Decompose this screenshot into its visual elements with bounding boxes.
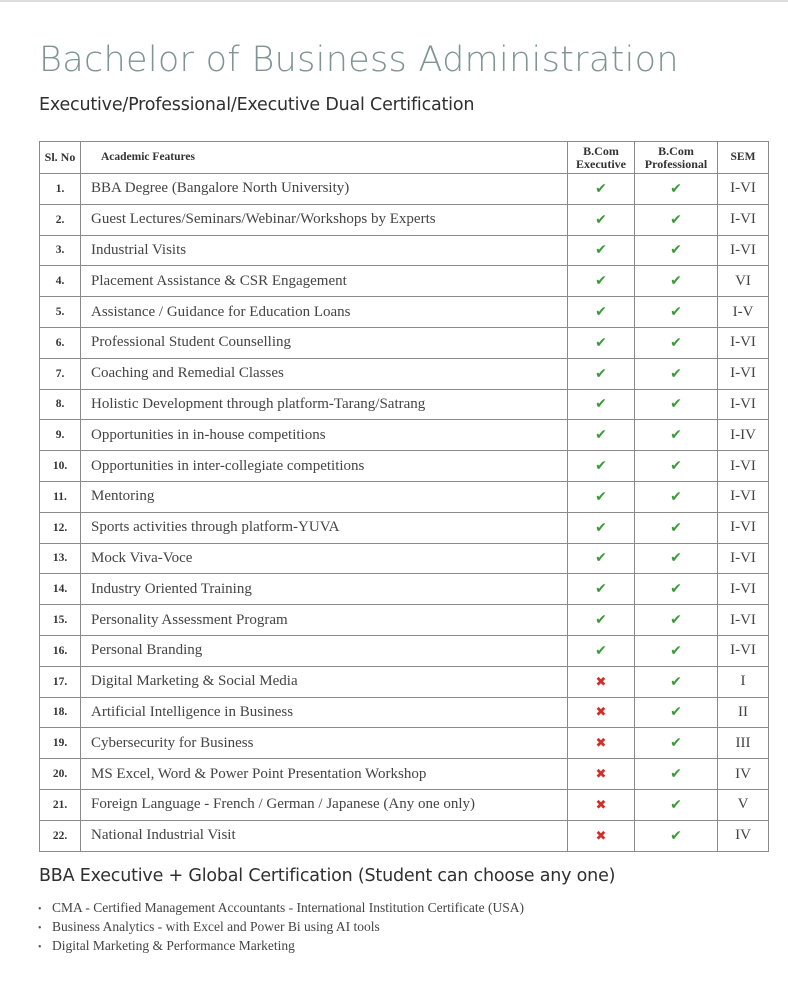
- executive-availability: [568, 759, 635, 790]
- feature-name: Opportunities in inter-collegiate competitions: [81, 451, 568, 482]
- professional-availability: [635, 204, 718, 235]
- feature-name: Coaching and Remedial Classes: [81, 358, 568, 389]
- executive-availability: [568, 204, 635, 235]
- table-header-row: [40, 142, 769, 174]
- semester: I-VI: [718, 235, 769, 266]
- feature-name: Sports activities through platform-YUVA: [81, 512, 568, 543]
- executive-availability: [568, 789, 635, 820]
- table-row: [40, 327, 769, 358]
- semester: I: [718, 666, 769, 697]
- cross-icon: ✖: [595, 828, 607, 844]
- header-executive-line1: B.Com: [583, 143, 619, 158]
- executive-availability: [568, 235, 635, 266]
- checkmark-icon: ✔: [670, 211, 682, 228]
- feature-name: Industrial Visits: [81, 235, 568, 266]
- checkmark-icon: ✔: [595, 211, 607, 228]
- professional-availability: [635, 697, 718, 728]
- checkmark-icon: ✔: [670, 642, 682, 659]
- row-number: 7.: [40, 358, 81, 389]
- semester: I-VI: [718, 389, 769, 420]
- professional-availability: [635, 728, 718, 759]
- professional-availability: [635, 512, 718, 543]
- row-number: 13.: [40, 543, 81, 574]
- table-row: [40, 420, 769, 451]
- checkmark-icon: ✔: [670, 704, 682, 721]
- table-row: [40, 574, 769, 605]
- checkmark-icon: ✔: [670, 766, 682, 783]
- bullet-icon: •: [38, 923, 42, 934]
- table-row: [40, 358, 769, 389]
- professional-availability: [635, 635, 718, 666]
- feature-name: Personal Branding: [81, 635, 568, 666]
- header-professional-line1: B.Com: [658, 143, 694, 158]
- executive-availability: [568, 389, 635, 420]
- row-number: 16.: [40, 635, 81, 666]
- feature-name: Guest Lectures/Seminars/Webinar/Workshops by Experts: [81, 204, 568, 235]
- professional-availability: [635, 420, 718, 451]
- executive-availability: [568, 635, 635, 666]
- checkmark-icon: ✔: [595, 334, 607, 351]
- executive-availability: [568, 666, 635, 697]
- checkmark-icon: ✔: [670, 242, 682, 259]
- executive-availability: [568, 266, 635, 297]
- row-number: 1.: [40, 174, 81, 205]
- checkmark-icon: ✔: [595, 458, 607, 475]
- executive-availability: [568, 481, 635, 512]
- table-row: [40, 728, 769, 759]
- semester: I-VI: [718, 174, 769, 205]
- header-sl-no: Sl. No: [40, 142, 81, 174]
- checkmark-icon: ✔: [670, 273, 682, 290]
- semester: I-VI: [718, 204, 769, 235]
- table-row: [40, 174, 769, 205]
- row-number: 11.: [40, 481, 81, 512]
- table-row: [40, 481, 769, 512]
- row-number: 14.: [40, 574, 81, 605]
- professional-availability: [635, 235, 718, 266]
- list-item: [38, 917, 524, 936]
- executive-availability: [568, 512, 635, 543]
- professional-availability: [635, 666, 718, 697]
- checkmark-icon: ✔: [670, 180, 682, 197]
- checkmark-icon: ✔: [595, 427, 607, 444]
- table-row: [40, 605, 769, 636]
- table-row: [40, 451, 769, 482]
- checkmark-icon: ✔: [670, 488, 682, 505]
- table-row: [40, 297, 769, 328]
- professional-availability: [635, 481, 718, 512]
- checkmark-icon: ✔: [670, 396, 682, 413]
- checkmark-icon: ✔: [595, 180, 607, 197]
- checkmark-icon: ✔: [670, 427, 682, 444]
- semester: I-VI: [718, 451, 769, 482]
- professional-availability: [635, 389, 718, 420]
- page-title: Bachelor of Business Administration: [39, 40, 679, 80]
- table-row: [40, 697, 769, 728]
- row-number: 21.: [40, 789, 81, 820]
- professional-availability: [635, 574, 718, 605]
- checkmark-icon: ✔: [595, 581, 607, 598]
- semester: I-VI: [718, 605, 769, 636]
- checkmark-icon: ✔: [670, 827, 682, 844]
- feature-name: Mentoring: [81, 481, 568, 512]
- global-certification-title: BBA Executive + Global Certification (Student can choose any one): [39, 866, 616, 886]
- table-row: [40, 759, 769, 790]
- checkmark-icon: ✔: [670, 796, 682, 813]
- header-sem: SEM: [718, 142, 769, 174]
- checkmark-icon: ✔: [595, 612, 607, 629]
- table-row: [40, 235, 769, 266]
- table-row: [40, 389, 769, 420]
- executive-availability: [568, 728, 635, 759]
- feature-name: Artificial Intelligence in Business: [81, 697, 568, 728]
- checkmark-icon: ✔: [670, 519, 682, 536]
- header-bcom-executive: [568, 142, 635, 174]
- header-academic-features: Academic Features: [81, 142, 568, 174]
- feature-name: Holistic Development through platform-Tarang/Satrang: [81, 389, 568, 420]
- professional-availability: [635, 297, 718, 328]
- row-number: 17.: [40, 666, 81, 697]
- semester: I-V: [718, 297, 769, 328]
- table-body: [40, 174, 769, 852]
- feature-name: Cybersecurity for Business: [81, 728, 568, 759]
- semester: IV: [718, 759, 769, 790]
- semester: V: [718, 789, 769, 820]
- checkmark-icon: ✔: [670, 365, 682, 382]
- checkmark-icon: ✔: [670, 612, 682, 629]
- row-number: 18.: [40, 697, 81, 728]
- professional-availability: [635, 543, 718, 574]
- professional-availability: [635, 451, 718, 482]
- checkmark-icon: ✔: [670, 304, 682, 321]
- row-number: 6.: [40, 327, 81, 358]
- row-number: 3.: [40, 235, 81, 266]
- cross-icon: ✖: [595, 767, 607, 783]
- checkmark-icon: ✔: [670, 458, 682, 475]
- semester: I-VI: [718, 512, 769, 543]
- header-bcom-professional: [635, 142, 718, 174]
- executive-availability: [568, 327, 635, 358]
- executive-availability: [568, 174, 635, 205]
- cross-icon: ✖: [595, 705, 607, 721]
- semester: II: [718, 697, 769, 728]
- table-row: [40, 635, 769, 666]
- feature-name: National Industrial Visit: [81, 820, 568, 851]
- row-number: 15.: [40, 605, 81, 636]
- checkmark-icon: ✔: [595, 396, 607, 413]
- executive-availability: [568, 451, 635, 482]
- checkmark-icon: ✔: [670, 735, 682, 752]
- certification-option: Digital Marketing & Performance Marketing: [52, 938, 295, 953]
- executive-availability: [568, 420, 635, 451]
- cross-icon: ✖: [595, 674, 607, 690]
- professional-availability: [635, 820, 718, 851]
- checkmark-icon: ✔: [670, 550, 682, 567]
- executive-availability: [568, 820, 635, 851]
- feature-name: BBA Degree (Bangalore North University): [81, 174, 568, 205]
- professional-availability: [635, 759, 718, 790]
- header-executive-line2: Executive: [576, 156, 626, 171]
- executive-availability: [568, 297, 635, 328]
- row-number: 19.: [40, 728, 81, 759]
- row-number: 10.: [40, 451, 81, 482]
- semester: I-IV: [718, 420, 769, 451]
- semester: VI: [718, 266, 769, 297]
- checkmark-icon: ✔: [595, 642, 607, 659]
- checkmark-icon: ✔: [595, 550, 607, 567]
- table-row: [40, 543, 769, 574]
- global-certification-list: [38, 898, 524, 955]
- feature-name: Assistance / Guidance for Education Loans: [81, 297, 568, 328]
- checkmark-icon: ✔: [670, 334, 682, 351]
- header-professional-line2: Professional: [644, 156, 708, 171]
- professional-availability: [635, 266, 718, 297]
- cross-icon: ✖: [595, 797, 607, 813]
- row-number: 9.: [40, 420, 81, 451]
- executive-availability: [568, 697, 635, 728]
- executive-availability: [568, 358, 635, 389]
- feature-name: Mock Viva-Voce: [81, 543, 568, 574]
- checkmark-icon: ✔: [595, 304, 607, 321]
- feature-name: MS Excel, Word & Power Point Presentation Workshop: [81, 759, 568, 790]
- semester: IV: [718, 820, 769, 851]
- checkmark-icon: ✔: [595, 273, 607, 290]
- row-number: 5.: [40, 297, 81, 328]
- page-subtitle: Executive/Professional/Executive Dual Certification: [39, 95, 475, 115]
- semester: I-VI: [718, 481, 769, 512]
- feature-name: Personality Assessment Program: [81, 605, 568, 636]
- bullet-icon: •: [38, 904, 42, 915]
- row-number: 8.: [40, 389, 81, 420]
- table-row: [40, 512, 769, 543]
- executive-availability: [568, 605, 635, 636]
- row-number: 20.: [40, 759, 81, 790]
- table-row: [40, 820, 769, 851]
- executive-availability: [568, 574, 635, 605]
- list-item: [38, 898, 524, 917]
- feature-name: Professional Student Counselling: [81, 327, 568, 358]
- table-row: [40, 266, 769, 297]
- row-number: 2.: [40, 204, 81, 235]
- checkmark-icon: ✔: [595, 488, 607, 505]
- feature-name: Digital Marketing & Social Media: [81, 666, 568, 697]
- top-divider: [0, 0, 788, 2]
- checkmark-icon: ✔: [595, 519, 607, 536]
- feature-name: Opportunities in in-house competitions: [81, 420, 568, 451]
- feature-name: Placement Assistance & CSR Engagement: [81, 266, 568, 297]
- professional-availability: [635, 789, 718, 820]
- executive-availability: [568, 543, 635, 574]
- semester: I-VI: [718, 574, 769, 605]
- checkmark-icon: ✔: [670, 581, 682, 598]
- professional-availability: [635, 358, 718, 389]
- certification-option: CMA - Certified Management Accountants - International Institution Certificate (USA): [52, 900, 525, 915]
- professional-availability: [635, 327, 718, 358]
- row-number: 22.: [40, 820, 81, 851]
- professional-availability: [635, 174, 718, 205]
- list-item: [38, 936, 524, 955]
- row-number: 12.: [40, 512, 81, 543]
- table-row: [40, 789, 769, 820]
- table-row: [40, 204, 769, 235]
- bullet-icon: •: [38, 942, 42, 953]
- row-number: 4.: [40, 266, 81, 297]
- checkmark-icon: ✔: [670, 673, 682, 690]
- semester: III: [718, 728, 769, 759]
- semester: I-VI: [718, 635, 769, 666]
- certification-option: Business Analytics - with Excel and Power Bi using AI tools: [52, 919, 380, 934]
- feature-name: Industry Oriented Training: [81, 574, 568, 605]
- professional-availability: [635, 605, 718, 636]
- academic-features-table: [39, 141, 769, 852]
- semester: I-VI: [718, 327, 769, 358]
- cross-icon: ✖: [595, 736, 607, 752]
- semester: I-VI: [718, 543, 769, 574]
- table-row: [40, 666, 769, 697]
- checkmark-icon: ✔: [595, 242, 607, 259]
- checkmark-icon: ✔: [595, 365, 607, 382]
- semester: I-VI: [718, 358, 769, 389]
- feature-name: Foreign Language - French / German / Japanese (Any one only): [81, 789, 568, 820]
